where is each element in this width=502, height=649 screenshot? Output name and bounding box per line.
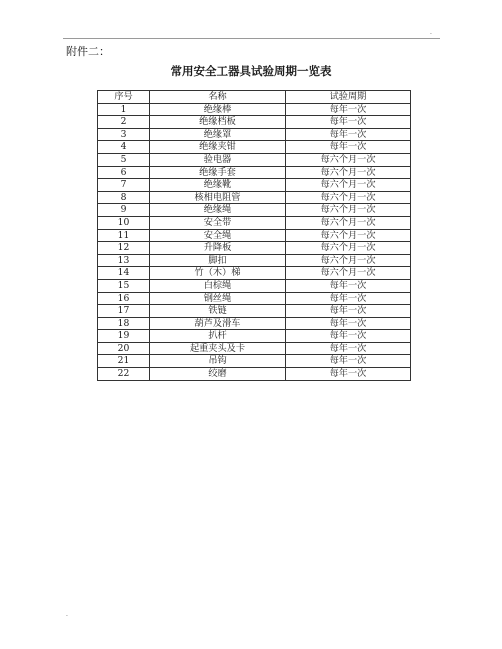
cell-index: 15 bbox=[98, 279, 150, 292]
cell-name: 升降板 bbox=[150, 242, 286, 255]
cell-index: 19 bbox=[98, 330, 150, 343]
cell-name: 吊钩 bbox=[150, 355, 286, 368]
table-row bbox=[98, 153, 411, 166]
table-row bbox=[98, 279, 411, 292]
cell-name: 安全带 bbox=[150, 216, 286, 229]
table-row bbox=[98, 368, 411, 381]
cell-index: 17 bbox=[98, 305, 150, 318]
header-rule bbox=[63, 38, 440, 39]
cell-cycle: 每年一次 bbox=[286, 368, 411, 381]
cell-name: 铁链 bbox=[150, 305, 286, 318]
cell-name: 脚扣 bbox=[150, 254, 286, 267]
cell-cycle: 每六个月一次 bbox=[286, 204, 411, 217]
cell-index: 9 bbox=[98, 204, 150, 217]
cell-index: 10 bbox=[98, 216, 150, 229]
header-index: 序号 bbox=[98, 91, 150, 104]
cell-cycle: 每年一次 bbox=[286, 317, 411, 330]
cell-index: 20 bbox=[98, 342, 150, 355]
table-row bbox=[98, 242, 411, 255]
table-row bbox=[98, 229, 411, 242]
inspection-table-container bbox=[97, 90, 410, 381]
cell-cycle: 每年一次 bbox=[286, 116, 411, 129]
cell-name: 竹（木）梯 bbox=[150, 267, 286, 280]
table-row bbox=[98, 317, 411, 330]
cell-index: 13 bbox=[98, 254, 150, 267]
document-title: 常用安全工器具试验周期一览表 bbox=[170, 64, 332, 78]
cell-cycle: 每六个月一次 bbox=[286, 216, 411, 229]
cell-index: 18 bbox=[98, 317, 150, 330]
table-row bbox=[98, 103, 411, 116]
cell-index: 4 bbox=[98, 141, 150, 154]
table-header-row bbox=[98, 91, 411, 104]
cell-cycle: 每六个月一次 bbox=[286, 254, 411, 267]
table-row bbox=[98, 179, 411, 192]
cell-name: 绝缘手套 bbox=[150, 166, 286, 179]
table-row bbox=[98, 330, 411, 343]
cell-cycle: 每六个月一次 bbox=[286, 229, 411, 242]
table-row bbox=[98, 116, 411, 129]
header-cycle: 试验周期 bbox=[286, 91, 411, 104]
cell-name: 绝缘罩 bbox=[150, 128, 286, 141]
cell-index: 21 bbox=[98, 355, 150, 368]
table-row bbox=[98, 204, 411, 217]
table-row bbox=[98, 267, 411, 280]
cell-cycle: 每六个月一次 bbox=[286, 267, 411, 280]
cell-index: 6 bbox=[98, 166, 150, 179]
cell-index: 16 bbox=[98, 292, 150, 305]
cell-name: 绝缘夹钳 bbox=[150, 141, 286, 154]
cell-index: 11 bbox=[98, 229, 150, 242]
cell-name: 葫芦及滑车 bbox=[150, 317, 286, 330]
cell-name: 绝缘靴 bbox=[150, 179, 286, 192]
cell-name: 绞磨 bbox=[150, 368, 286, 381]
cell-name: 安全绳 bbox=[150, 229, 286, 242]
table-row bbox=[98, 191, 411, 204]
inspection-cycle-table bbox=[97, 90, 411, 381]
cell-index: 14 bbox=[98, 267, 150, 280]
corner-mark-top: . bbox=[430, 29, 432, 36]
cell-cycle: 每年一次 bbox=[286, 355, 411, 368]
cell-index: 1 bbox=[98, 103, 150, 116]
cell-cycle: 每六个月一次 bbox=[286, 153, 411, 166]
cell-cycle: 每年一次 bbox=[286, 292, 411, 305]
cell-name: 验电器 bbox=[150, 153, 286, 166]
cell-name: 白棕绳 bbox=[150, 279, 286, 292]
cell-cycle: 每六个月一次 bbox=[286, 166, 411, 179]
cell-name: 核相电阻管 bbox=[150, 191, 286, 204]
cell-name: 钢丝绳 bbox=[150, 292, 286, 305]
table-row bbox=[98, 355, 411, 368]
cell-name: 绝缘绳 bbox=[150, 204, 286, 217]
cell-name: 起重夹头及卡 bbox=[150, 342, 286, 355]
cell-index: 7 bbox=[98, 179, 150, 192]
table-row bbox=[98, 292, 411, 305]
cell-index: 22 bbox=[98, 368, 150, 381]
table-row bbox=[98, 166, 411, 179]
cell-index: 2 bbox=[98, 116, 150, 129]
cell-cycle: 每年一次 bbox=[286, 103, 411, 116]
cell-cycle: 每年一次 bbox=[286, 330, 411, 343]
cell-cycle: 每年一次 bbox=[286, 128, 411, 141]
table-row bbox=[98, 128, 411, 141]
table-row bbox=[98, 305, 411, 318]
cell-name: 扒杆 bbox=[150, 330, 286, 343]
cell-index: 12 bbox=[98, 242, 150, 255]
corner-mark-bottom: . bbox=[66, 611, 68, 618]
cell-cycle: 每年一次 bbox=[286, 342, 411, 355]
cell-name: 绝缘棒 bbox=[150, 103, 286, 116]
cell-cycle: 每年一次 bbox=[286, 141, 411, 154]
table-body bbox=[98, 103, 411, 380]
cell-cycle: 每年一次 bbox=[286, 305, 411, 318]
table-row bbox=[98, 216, 411, 229]
cell-index: 5 bbox=[98, 153, 150, 166]
cell-cycle: 每六个月一次 bbox=[286, 242, 411, 255]
cell-cycle: 每年一次 bbox=[286, 279, 411, 292]
cell-cycle: 每六个月一次 bbox=[286, 191, 411, 204]
table-row bbox=[98, 254, 411, 267]
table-row bbox=[98, 141, 411, 154]
cell-index: 8 bbox=[98, 191, 150, 204]
cell-name: 绝缘档板 bbox=[150, 116, 286, 129]
table-row bbox=[98, 342, 411, 355]
cell-index: 3 bbox=[98, 128, 150, 141]
attachment-label: 附件二： bbox=[66, 45, 110, 58]
cell-cycle: 每六个月一次 bbox=[286, 179, 411, 192]
header-name: 名称 bbox=[150, 91, 286, 104]
